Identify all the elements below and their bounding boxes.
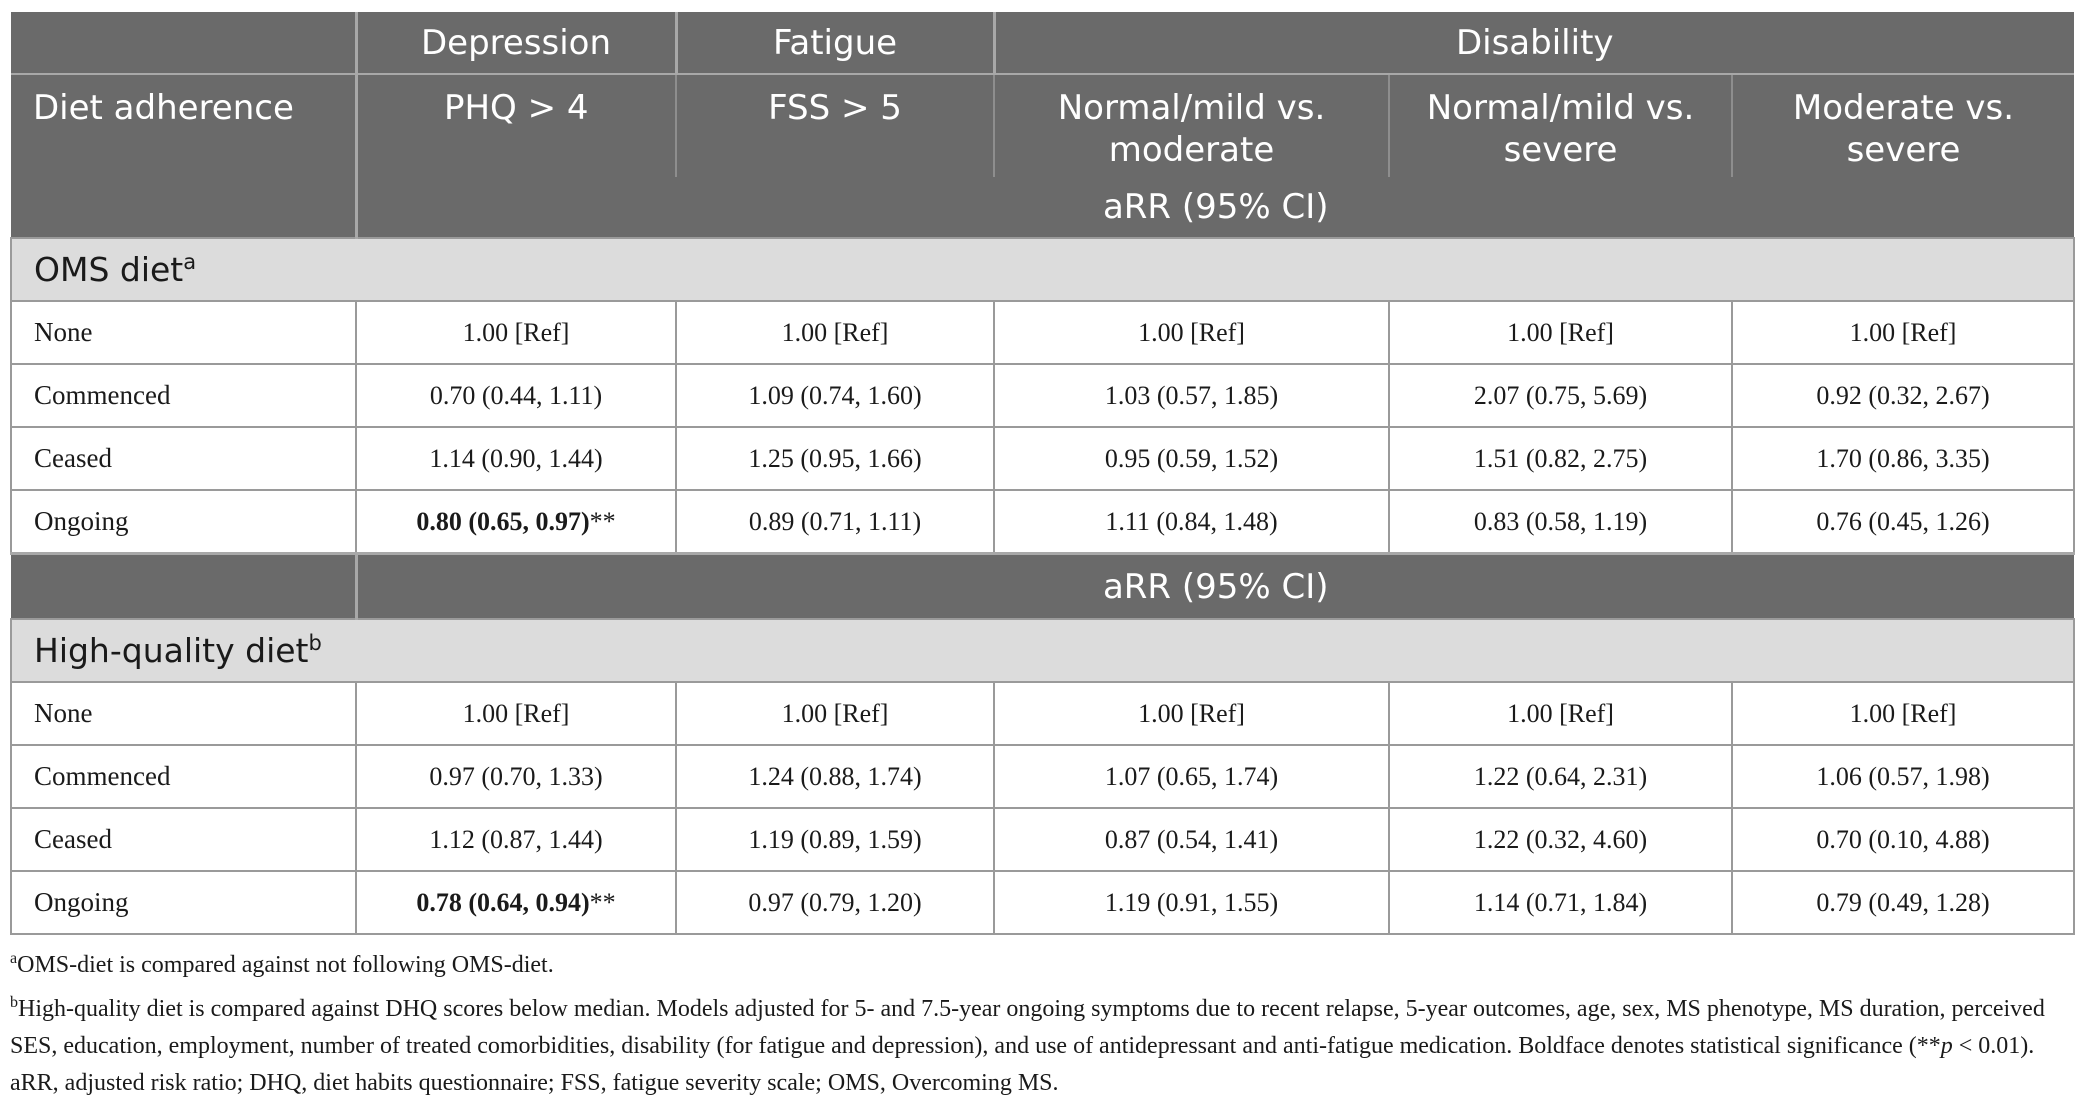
header-measure-moderate-severe: Moderate vs. severe	[1732, 74, 2074, 177]
table-cell: 1.22 (0.64, 2.31)	[1389, 745, 1732, 808]
table-cell: 1.00 [Ref]	[356, 682, 676, 745]
table-cell: 1.11 (0.84, 1.48)	[994, 490, 1389, 554]
results-table	[10, 12, 2075, 935]
header-measure-normal-severe: Normal/mild vs. severe	[1389, 74, 1732, 177]
table-cell: 1.25 (0.95, 1.66)	[676, 427, 994, 490]
footnote-b: $^b$High-quality diet is compared against DHQ scores below median. Models adjusted for 5- and 7.5-year ongoing symptoms due to recent relapse, 5-year outcomes, age, sex, MS phenotype, MS duration, perceived SES, education, employment, number of treated comorbidities, disability (for fatigue and depression), and use of antidepressant and anti-fatigue medication. Boldface denotes statistical significance (**p < 0.01). aRR, adjusted risk ratio; DHQ, diet habits questionnaire; FSS, fatigue severity scale; OMS, Overcoming MS.	[10, 994, 2045, 1096]
header-measure-phq: PHQ > 4	[356, 74, 676, 177]
table-cell: 0.97 (0.70, 1.33)	[356, 745, 676, 808]
footnote-marker: b	[10, 994, 18, 1011]
table-cell: 0.79 (0.49, 1.28)	[1732, 871, 2074, 934]
table-cell: 1.06 (0.57, 1.98)	[1732, 745, 2074, 808]
table-cell: 0.70 (0.44, 1.11)	[356, 364, 676, 427]
row-label: Ceased	[11, 427, 356, 490]
row-label: Ongoing	[11, 871, 356, 934]
table-cell: 0.76 (0.45, 1.26)	[1732, 490, 2074, 554]
footnotes	[10, 940, 2076, 1102]
table-cell: 1.24 (0.88, 1.74)	[676, 745, 994, 808]
row-label: Commenced	[11, 364, 356, 427]
table-row	[11, 808, 2074, 871]
footnote-a: $^a$OMS-diet is compared against not following OMS-diet.	[10, 950, 554, 978]
table-cell: 0.70 (0.10, 4.88)	[1732, 808, 2074, 871]
table-cell: 1.19 (0.89, 1.59)	[676, 808, 994, 871]
table-cell: 1.00 [Ref]	[994, 301, 1389, 364]
header-metric-label-repeat: aRR (95% CI)	[356, 554, 2074, 620]
table-cell: 0.92 (0.32, 2.67)	[1732, 364, 2074, 427]
header-blank-cell	[11, 554, 356, 620]
footnote-marker: a	[183, 250, 197, 274]
table-row	[11, 427, 2074, 490]
table-cell: 0.95 (0.59, 1.52)	[994, 427, 1389, 490]
row-label: None	[11, 682, 356, 745]
p-symbol: p	[1940, 1033, 1953, 1059]
section-title-high-quality: High-quality diet$^b$	[11, 619, 2074, 682]
table-cell: 2.07 (0.75, 5.69)	[1389, 364, 1732, 427]
header-row-label: Diet adherence	[11, 74, 356, 177]
table-cell: 1.14 (0.71, 1.84)	[1389, 871, 1732, 934]
header-metric-row	[11, 177, 2074, 238]
table-cell: 1.00 [Ref]	[1732, 301, 2074, 364]
table-cell: 1.14 (0.90, 1.44)	[356, 427, 676, 490]
header-metric-label: aRR (95% CI)	[356, 177, 2074, 238]
header-group-depression: Depression	[356, 12, 676, 74]
header-blank-cell	[11, 12, 356, 74]
significant-value: 0.78 (0.64, 0.94)	[416, 887, 590, 917]
table-cell: 0.89 (0.71, 1.11)	[676, 490, 994, 554]
table-row	[11, 364, 2074, 427]
significant-cell	[356, 490, 676, 554]
header-measure-fss: FSS > 5	[676, 74, 994, 177]
header-group-fatigue: Fatigue	[676, 12, 994, 74]
significance-marker: **	[589, 887, 616, 917]
header-measure-row	[11, 74, 2074, 177]
table-row	[11, 682, 2074, 745]
header-measure-normal-moderate: Normal/mild vs. moderate	[994, 74, 1389, 177]
footnote-marker: a	[10, 950, 18, 967]
row-label: Ongoing	[11, 490, 356, 554]
row-label: None	[11, 301, 356, 364]
footnote-marker: b	[308, 631, 322, 655]
table-cell: 1.00 [Ref]	[676, 682, 994, 745]
header-group-disability: Disability	[994, 12, 2074, 74]
table-cell: 1.00 [Ref]	[1389, 682, 1732, 745]
table-cell: 0.97 (0.79, 1.20)	[676, 871, 994, 934]
table-cell: 1.03 (0.57, 1.85)	[994, 364, 1389, 427]
header-group-row	[11, 12, 2074, 74]
header-blank-cell	[11, 177, 356, 238]
section-header-row	[11, 238, 2074, 301]
table-cell: 1.00 [Ref]	[994, 682, 1389, 745]
table-cell: 0.87 (0.54, 1.41)	[994, 808, 1389, 871]
section-title-oms: OMS diet$^a$	[11, 238, 2074, 301]
row-label: Ceased	[11, 808, 356, 871]
table-cell: 1.00 [Ref]	[1732, 682, 2074, 745]
significant-value: 0.80 (0.65, 0.97)	[416, 506, 590, 536]
table-cell: 1.70 (0.86, 3.35)	[1732, 427, 2074, 490]
table-cell: 1.19 (0.91, 1.55)	[994, 871, 1389, 934]
table-cell: 1.00 [Ref]	[1389, 301, 1732, 364]
significance-marker: **	[589, 506, 616, 536]
table-cell: 1.00 [Ref]	[676, 301, 994, 364]
table-row	[11, 490, 2074, 554]
table-cell: 1.09 (0.74, 1.60)	[676, 364, 994, 427]
table-cell: 1.07 (0.65, 1.74)	[994, 745, 1389, 808]
row-label: Commenced	[11, 745, 356, 808]
table-cell: 1.22 (0.32, 4.60)	[1389, 808, 1732, 871]
header-metric-row-repeat	[11, 554, 2074, 620]
table-cell: 1.00 [Ref]	[356, 301, 676, 364]
section-header-row	[11, 619, 2074, 682]
table-row	[11, 871, 2074, 934]
table-row	[11, 745, 2074, 808]
table-cell: 1.51 (0.82, 2.75)	[1389, 427, 1732, 490]
significant-cell	[356, 871, 676, 934]
table-cell: 0.83 (0.58, 1.19)	[1389, 490, 1732, 554]
table-cell: 1.12 (0.87, 1.44)	[356, 808, 676, 871]
table-row	[11, 301, 2074, 364]
results-table-container	[10, 12, 2073, 935]
